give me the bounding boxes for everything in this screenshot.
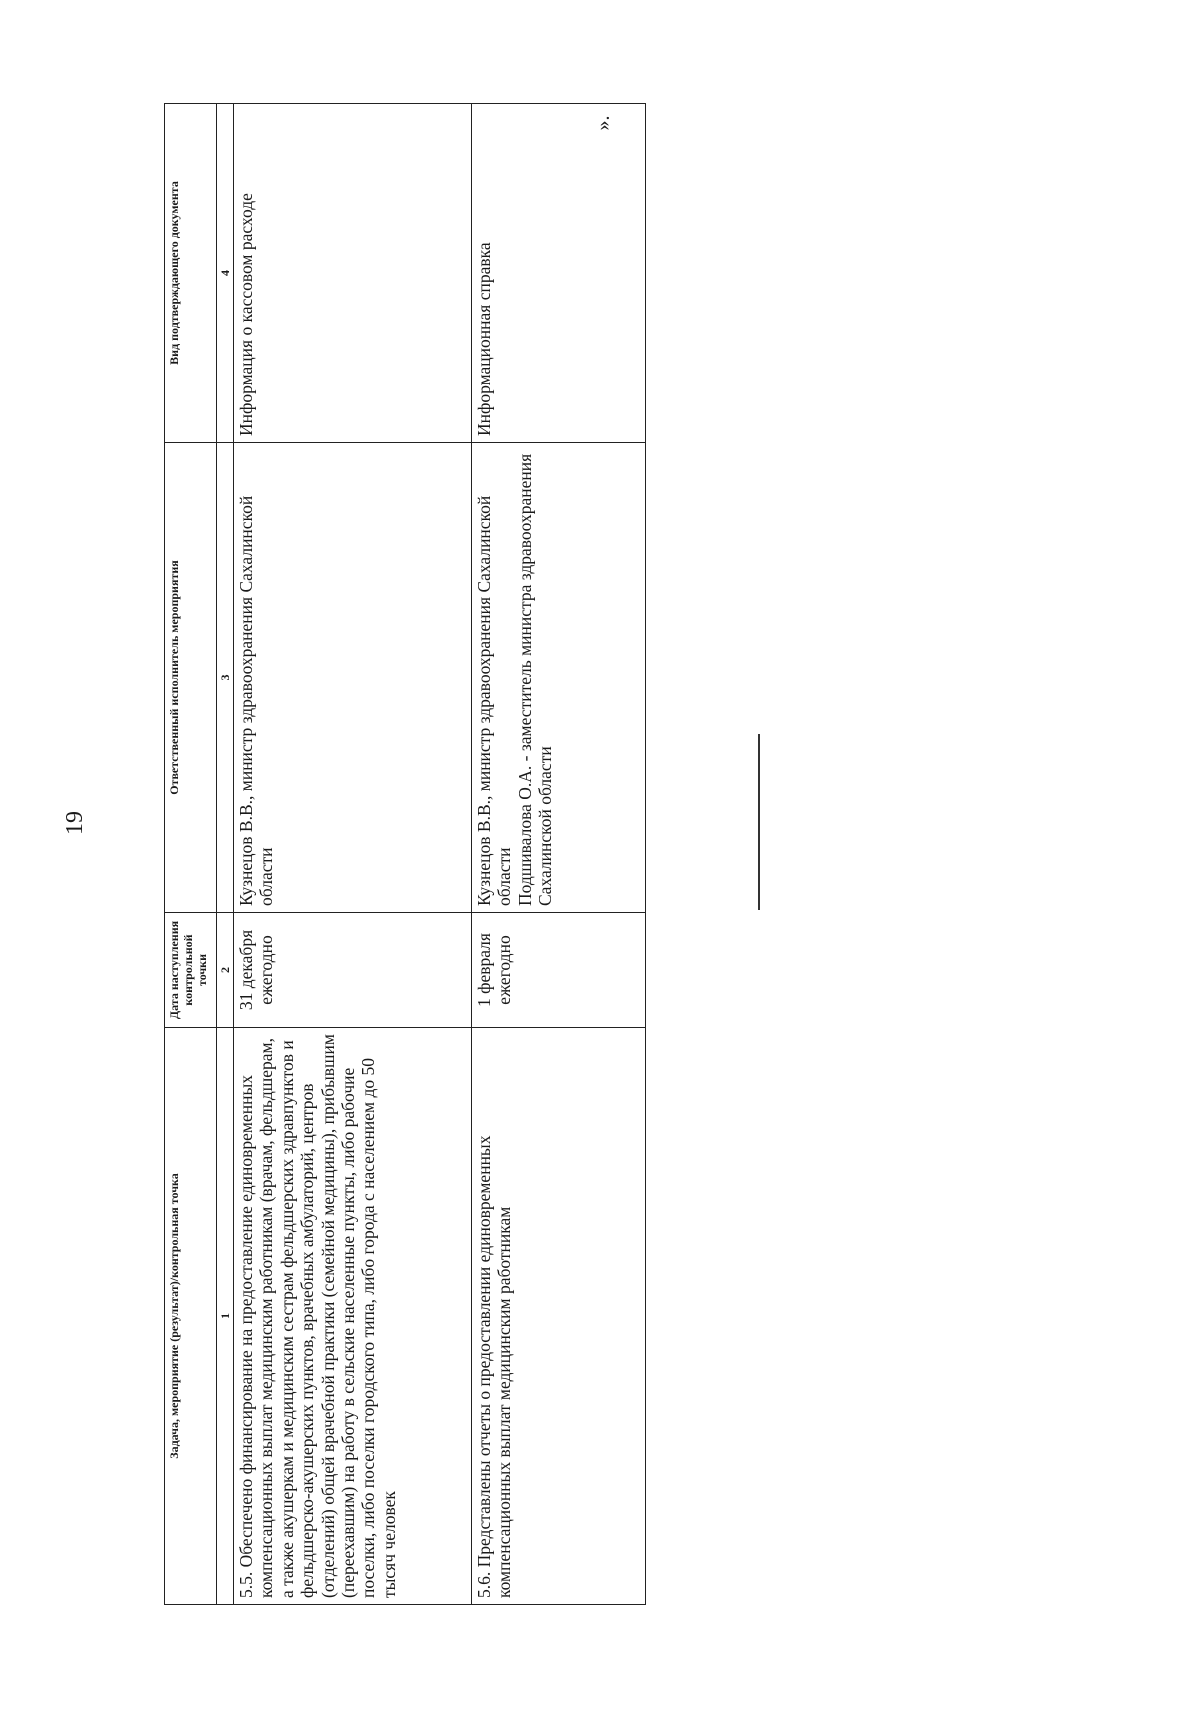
date-cell: 31 декабря ежегодно [234,913,472,1028]
responsible-line-2: Подшивалова О.А. - заместитель министра здравоохранения Сахалинской области [514,453,556,906]
responsible-cell: Кузнецов В.В., министр здравоохранения Сахалинской области [234,443,472,913]
task-cell: 5.6. Представлены отчеты о предоставлении единовременных компенсационных выплат медицинским работникам [472,1028,646,1605]
table-row [472,104,646,1605]
control-points-table [164,103,646,1605]
column-numbers-row [217,104,234,1605]
closing-quote-mark: ». [592,115,614,131]
document-cell: Информационная справка [472,104,646,443]
table-header-row [165,104,217,1605]
column-number-3: 3 [217,443,234,913]
header-responsible: Ответственный исполнитель мероприятия [165,443,217,913]
header-task: Задача, мероприятие (результат)/контрольная точка [165,1028,217,1605]
responsible-line: Кузнецов В.В., министр здравоохранения Сахалинской области [474,495,515,906]
header-document: Вид подтверждающего документа [165,104,217,443]
separator-line [758,734,760,910]
responsible-cell [472,443,646,913]
task-cell: 5.5. Обеспечено финансирование на предоставление единовременных компенсационных выплат медицинским работникам (врачам, фельдшерам, а также акушеркам и медицинским сестрам фельдшерских здравпунктов и фельдшерско-акушерских пунктов, врачебных амбулаторий, центров (отделений) общей врачебной практики (семейной медицины), прибывшим (переехавшим) на работу в сельские населенные пункты, либо рабочие поселки, либо поселки городского типа, либо города с населением до 50 тысяч человек [234,1028,472,1605]
column-number-1: 1 [217,1028,234,1605]
column-number-2: 2 [217,913,234,1028]
page-number: 19 [62,811,88,835]
header-date: Дата наступления контрольной точки [165,913,217,1028]
control-points-table-wrapper [164,104,638,1605]
column-number-4: 4 [217,104,234,443]
date-cell: 1 февраля ежегодно [472,913,646,1028]
table-row [234,104,472,1605]
document-cell: Информация о кассовом расходе [234,104,472,443]
